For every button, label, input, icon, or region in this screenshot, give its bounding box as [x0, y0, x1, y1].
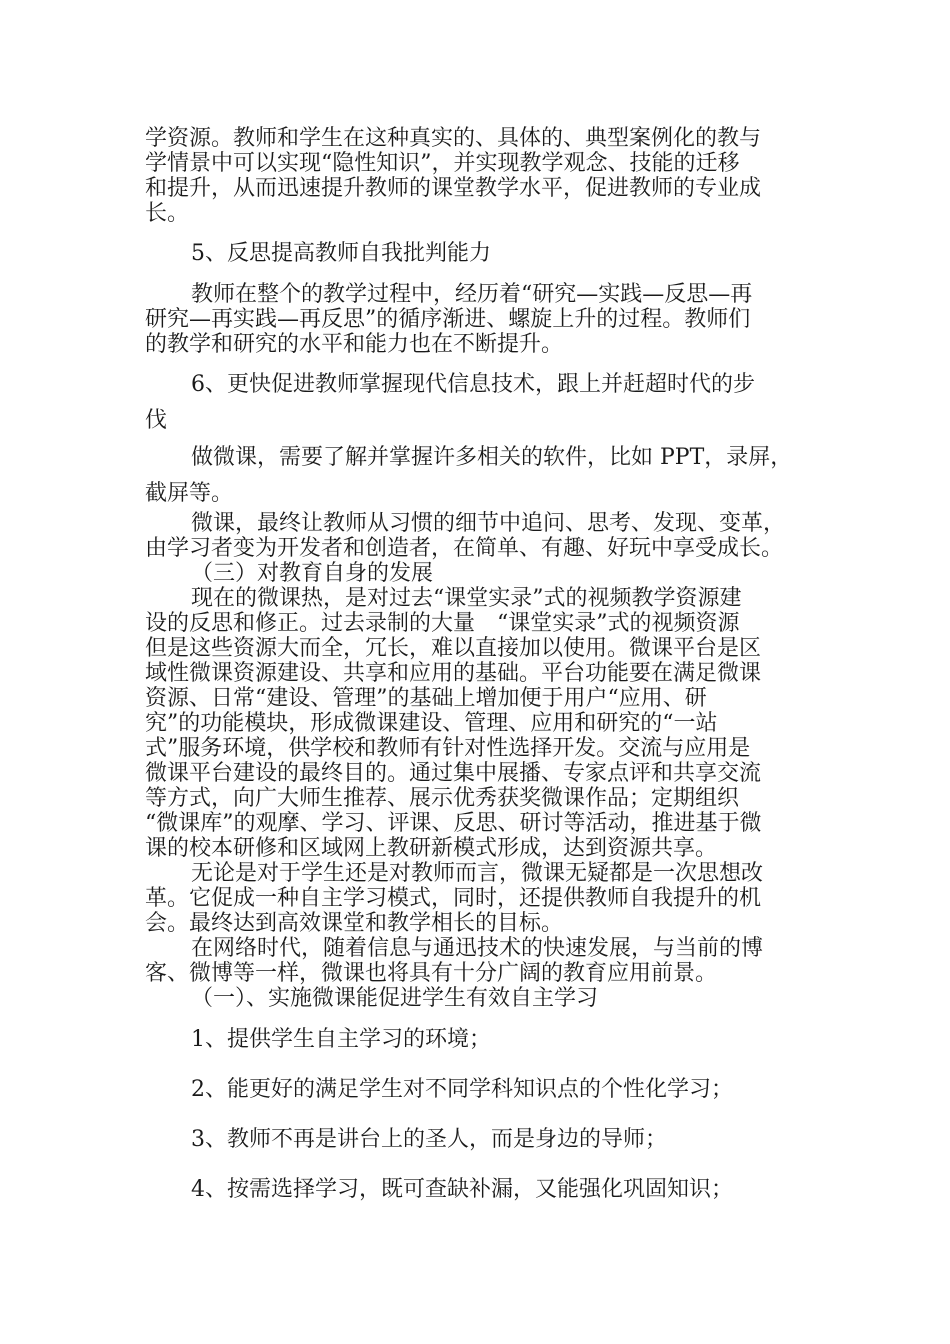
text-line: 伐 [145, 408, 168, 433]
text-line: 研究—再实践—再反思”的循序渐进、螺旋上升的过程。教师们 [145, 307, 751, 332]
section-heading: 6、更快促进教师掌握现代信息技术，跟上并赶超时代的步 [191, 372, 755, 397]
text-line: 微课，最终让教师从习惯的细节中追问、思考、发现、变革， [191, 511, 786, 536]
list-item: 1、提供学生自主学习的环境； [191, 1027, 491, 1052]
list-item: 3、教师不再是讲台上的圣人，而是身边的导师； [191, 1127, 667, 1152]
text-line: 资源、日常“建设、管理”的基础上增加便于用户“应用、研 [145, 686, 707, 711]
text-line: 究”的功能模块，形成微课建设、管理、应用和研究的“一站 [145, 711, 718, 736]
text-line: 客、微博等一样，微课也将具有十分广阔的教育应用前景。 [145, 961, 718, 986]
text-line: 无论是对于学生还是对教师而言，微课无疑都是一次思想改 [191, 861, 764, 886]
section-heading: （一）、实施微课能促进学生有效自主学习 [191, 986, 599, 1011]
text-line: 设的反思和修正。过去录制的大量 “课堂实录”式的视频资源 [145, 611, 740, 636]
list-item: 4、按需选择学习，既可查缺补漏，又能强化巩固知识； [191, 1177, 733, 1202]
text-line: 学情景中可以实现“隐性知识”，并实现教学观念、技能的迁移 [145, 151, 740, 176]
text-line: 等方式，向广大师生推荐、展示优秀获奖微课作品；定期组织 [145, 786, 740, 811]
text-line: 做微课，需要了解并掌握许多相关的软件，比如 PPT，录屏， [191, 445, 793, 470]
text-line: “微课库”的观摩、学习、评课、反思、研讨等活动，推进基于微 [145, 811, 762, 836]
text-line: 革。它促成一种自主学习模式，同时，还提供教师自我提升的机 [145, 886, 762, 911]
list-item: 2、能更好的满足学生对不同学科知识点的个性化学习； [191, 1077, 733, 1102]
text-line: 的教学和研究的水平和能力也在不断提升。 [145, 332, 564, 357]
text-line: 和提升，从而迅速提升教师的课堂教学水平，促进教师的专业成 [145, 176, 762, 201]
text-line: 会。最终达到高效课堂和教学相长的目标。 [145, 911, 564, 936]
text-line: 现在的微课热，是对过去“课堂实录”式的视频教学资源建 [191, 586, 742, 611]
text-line: 教师在整个的教学过程中，经历着“研究—实践—反思—再 [191, 282, 753, 307]
text-line: 域性微课资源建设、共享和应用的基础。平台功能要在满足微课 [145, 661, 762, 686]
text-line: 但是这些资源大而全，冗长，难以直接加以使用。微课平台是区 [145, 636, 762, 661]
text-line: 截屏等。 [145, 481, 234, 506]
text-line: 课的校本研修和区域网上教研新模式形成，达到资源共享。 [145, 836, 718, 861]
section-heading: 5、反思提高教师自我批判能力 [191, 241, 491, 266]
text-line: 在网络时代，随着信息与通迅技术的快速发展，与当前的博 [191, 936, 764, 961]
text-line: 微课平台建设的最终目的。通过集中展播、专家点评和共享交流 [145, 761, 762, 786]
section-heading: （三）对教育自身的发展 [191, 561, 434, 586]
text-line: 式”服务环境，供学校和教师有针对性选择开发。交流与应用是 [145, 736, 751, 761]
text-line: 长。 [145, 201, 190, 226]
text-line: 由学习者变为开发者和创造者，在简单、有趣、好玩中享受成长。 [145, 536, 784, 561]
text-line: 学资源。教师和学生在这种真实的、具体的、典型案例化的教与 [145, 126, 762, 151]
